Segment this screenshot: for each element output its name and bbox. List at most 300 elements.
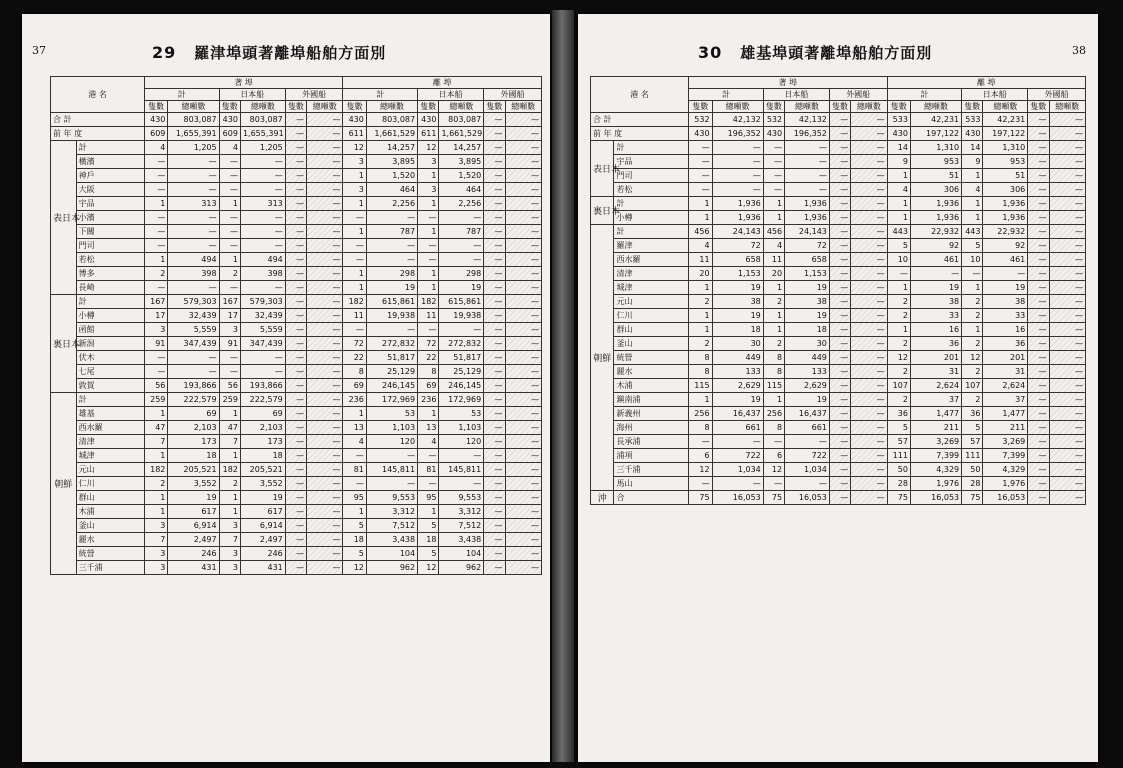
value-cell: —: [307, 113, 343, 127]
value-cell: —: [689, 155, 712, 169]
value-cell: —: [484, 463, 505, 477]
table-row: [51, 127, 542, 141]
value-cell: 6: [689, 449, 712, 463]
depart-header: 離 埠: [887, 77, 1086, 89]
value-cell: 18: [240, 449, 285, 463]
value-cell: —: [505, 365, 541, 379]
arrive-foreign-header: 外國船: [829, 89, 887, 101]
value-cell: 443: [962, 225, 983, 239]
value-cell: 449: [712, 351, 763, 365]
value-cell: —: [851, 365, 887, 379]
value-cell: 18: [168, 449, 219, 463]
port-name: 合: [614, 491, 689, 505]
value-cell: —: [285, 393, 306, 407]
value-cell: —: [505, 337, 541, 351]
value-cell: 17: [219, 309, 240, 323]
value-cell: —: [1028, 393, 1049, 407]
value-cell: 1: [962, 281, 983, 295]
value-cell: 69: [168, 407, 219, 421]
value-cell: —: [1028, 197, 1049, 211]
port-name: 若松: [76, 253, 144, 267]
value-cell: 615,861: [366, 295, 417, 309]
value-cell: —: [285, 141, 306, 155]
value-cell: —: [219, 239, 240, 253]
table-row: [51, 281, 542, 295]
port-name: 群山: [76, 491, 144, 505]
value-cell: 3,552: [168, 477, 219, 491]
port-name: 小濱: [76, 211, 144, 225]
value-cell: 1: [689, 309, 712, 323]
value-cell: 193,866: [240, 379, 285, 393]
value-cell: 38: [910, 295, 961, 309]
row-label: 合 計: [51, 113, 145, 127]
value-cell: —: [829, 309, 850, 323]
region-label: 朝鮮: [591, 225, 614, 491]
value-cell: —: [785, 183, 830, 197]
value-cell: 6,914: [168, 519, 219, 533]
count-header: 隻數: [484, 101, 505, 113]
value-cell: 33: [910, 309, 961, 323]
value-cell: 51,817: [366, 351, 417, 365]
tonnage-header: 總噸數: [785, 101, 830, 113]
port-name: 群山: [614, 323, 689, 337]
value-cell: 1: [343, 281, 366, 295]
value-cell: —: [910, 267, 961, 281]
value-cell: 24,143: [785, 225, 830, 239]
value-cell: 11: [763, 253, 784, 267]
value-cell: —: [307, 239, 343, 253]
value-cell: 1: [689, 323, 712, 337]
value-cell: 1: [763, 323, 784, 337]
depart-foreign-header: 外國船: [484, 89, 542, 101]
value-cell: —: [689, 435, 712, 449]
value-cell: 8: [689, 421, 712, 435]
value-cell: —: [829, 281, 850, 295]
table-row: [51, 491, 542, 505]
value-cell: 2: [763, 295, 784, 309]
table-row: [51, 561, 542, 575]
table-row: [591, 295, 1086, 309]
table-row: [51, 337, 542, 351]
value-cell: 4: [418, 435, 439, 449]
value-cell: 1: [887, 323, 910, 337]
value-cell: —: [712, 477, 763, 491]
value-cell: —: [484, 225, 505, 239]
port-name: 新潟: [76, 337, 144, 351]
value-cell: 5,559: [168, 323, 219, 337]
value-cell: —: [851, 267, 887, 281]
value-cell: 1: [689, 281, 712, 295]
value-cell: 8: [343, 365, 366, 379]
value-cell: —: [168, 155, 219, 169]
value-cell: —: [285, 407, 306, 421]
value-cell: 12: [418, 141, 439, 155]
value-cell: 658: [712, 253, 763, 267]
value-cell: —: [505, 141, 541, 155]
value-cell: —: [307, 267, 343, 281]
value-cell: 7: [144, 533, 167, 547]
tonnage-header: 總噸數: [240, 101, 285, 113]
value-cell: —: [1028, 407, 1049, 421]
value-cell: 464: [366, 183, 417, 197]
value-cell: 7: [219, 435, 240, 449]
value-cell: —: [307, 379, 343, 393]
value-cell: —: [484, 183, 505, 197]
port-name: 長承浦: [614, 435, 689, 449]
value-cell: 72: [785, 239, 830, 253]
table-row: [591, 197, 1086, 211]
value-cell: —: [418, 239, 439, 253]
value-cell: 19: [439, 281, 484, 295]
value-cell: —: [851, 239, 887, 253]
value-cell: 201: [983, 351, 1028, 365]
port-name: 元山: [76, 463, 144, 477]
value-cell: 31: [910, 365, 961, 379]
value-cell: 1: [418, 169, 439, 183]
value-cell: —: [829, 421, 850, 435]
value-cell: 617: [168, 505, 219, 519]
value-cell: 75: [689, 491, 712, 505]
value-cell: —: [484, 477, 505, 491]
port-name-header: 港 名: [591, 77, 689, 113]
table-row: [591, 267, 1086, 281]
value-cell: —: [307, 519, 343, 533]
port-name: 西水羅: [76, 421, 144, 435]
value-cell: 50: [962, 463, 983, 477]
value-cell: 6: [763, 449, 784, 463]
value-cell: 3,895: [366, 155, 417, 169]
value-cell: 11: [689, 253, 712, 267]
value-cell: 1: [763, 393, 784, 407]
value-cell: 19,938: [439, 309, 484, 323]
value-cell: 1,034: [785, 463, 830, 477]
value-cell: —: [829, 253, 850, 267]
value-cell: —: [1049, 113, 1085, 127]
value-cell: —: [829, 379, 850, 393]
value-cell: —: [829, 239, 850, 253]
left-table-body: [51, 113, 542, 575]
value-cell: 461: [983, 253, 1028, 267]
value-cell: 20: [763, 267, 784, 281]
value-cell: —: [343, 239, 366, 253]
value-cell: —: [285, 127, 306, 141]
value-cell: —: [829, 337, 850, 351]
value-cell: 272,832: [366, 337, 417, 351]
value-cell: 51: [910, 169, 961, 183]
value-cell: 347,439: [168, 337, 219, 351]
value-cell: 4: [219, 141, 240, 155]
table-row: [51, 323, 542, 337]
value-cell: 69: [343, 379, 366, 393]
value-cell: 1: [144, 491, 167, 505]
value-cell: —: [307, 533, 343, 547]
value-cell: 173: [240, 435, 285, 449]
value-cell: 36: [962, 407, 983, 421]
table-row: [51, 449, 542, 463]
value-cell: —: [219, 211, 240, 225]
value-cell: 1: [219, 505, 240, 519]
value-cell: 259: [144, 393, 167, 407]
value-cell: —: [168, 225, 219, 239]
value-cell: —: [307, 365, 343, 379]
value-cell: 20: [689, 267, 712, 281]
value-cell: 205,521: [240, 463, 285, 477]
value-cell: 3: [418, 155, 439, 169]
value-cell: —: [1028, 477, 1049, 491]
value-cell: 14: [962, 141, 983, 155]
value-cell: —: [418, 211, 439, 225]
value-cell: —: [1028, 463, 1049, 477]
value-cell: —: [1049, 267, 1085, 281]
value-cell: 30: [785, 337, 830, 351]
value-cell: 2: [144, 267, 167, 281]
port-name: 麗水: [614, 365, 689, 379]
table-row: [591, 281, 1086, 295]
value-cell: —: [484, 393, 505, 407]
port-name: 計: [614, 197, 689, 211]
value-cell: 75: [962, 491, 983, 505]
value-cell: —: [505, 113, 541, 127]
value-cell: 167: [144, 295, 167, 309]
left-table-number: 29: [152, 43, 177, 62]
value-cell: —: [851, 197, 887, 211]
value-cell: —: [829, 127, 850, 141]
port-name: 麗水: [76, 533, 144, 547]
port-name: 博多: [76, 267, 144, 281]
value-cell: 3: [343, 155, 366, 169]
value-cell: —: [505, 351, 541, 365]
value-cell: 9: [887, 155, 910, 169]
port-name: 新義州: [614, 407, 689, 421]
value-cell: —: [484, 519, 505, 533]
value-cell: 12: [763, 463, 784, 477]
value-cell: —: [1049, 197, 1085, 211]
value-cell: 22,932: [910, 225, 961, 239]
value-cell: 36: [887, 407, 910, 421]
value-cell: —: [168, 365, 219, 379]
value-cell: 182: [418, 295, 439, 309]
value-cell: 609: [144, 127, 167, 141]
value-cell: —: [1028, 225, 1049, 239]
value-cell: —: [505, 519, 541, 533]
value-cell: —: [505, 393, 541, 407]
value-cell: —: [240, 155, 285, 169]
value-cell: —: [851, 337, 887, 351]
value-cell: —: [240, 211, 285, 225]
depart-japan-header: 日本船: [418, 89, 484, 101]
value-cell: 38: [983, 295, 1028, 309]
table-row: [51, 183, 542, 197]
value-cell: 456: [763, 225, 784, 239]
value-cell: 2: [962, 295, 983, 309]
table-row: [591, 365, 1086, 379]
value-cell: 53: [439, 407, 484, 421]
value-cell: 19: [168, 491, 219, 505]
port-name: 七尾: [76, 365, 144, 379]
value-cell: 5: [343, 519, 366, 533]
value-cell: —: [439, 449, 484, 463]
value-cell: —: [1049, 379, 1085, 393]
value-cell: —: [505, 435, 541, 449]
value-cell: —: [1049, 435, 1085, 449]
value-cell: 16,053: [785, 491, 830, 505]
value-cell: —: [484, 141, 505, 155]
value-cell: 19: [910, 281, 961, 295]
value-cell: —: [285, 463, 306, 477]
value-cell: —: [829, 141, 850, 155]
value-cell: 4: [689, 239, 712, 253]
value-cell: —: [484, 351, 505, 365]
value-cell: —: [418, 449, 439, 463]
value-cell: 1: [219, 407, 240, 421]
value-cell: —: [285, 183, 306, 197]
table-row: [591, 463, 1086, 477]
right-table-number: 30: [698, 43, 723, 62]
value-cell: 182: [219, 463, 240, 477]
value-cell: 1,205: [240, 141, 285, 155]
value-cell: 1: [763, 281, 784, 295]
value-cell: 133: [712, 365, 763, 379]
value-cell: —: [285, 113, 306, 127]
value-cell: 211: [983, 421, 1028, 435]
left-page: [22, 14, 550, 762]
value-cell: 172,969: [366, 393, 417, 407]
value-cell: 2: [962, 365, 983, 379]
value-cell: 1,936: [785, 197, 830, 211]
value-cell: —: [505, 463, 541, 477]
value-cell: 2,624: [910, 379, 961, 393]
value-cell: 8: [763, 351, 784, 365]
value-cell: —: [307, 141, 343, 155]
value-cell: 1,661,529: [439, 127, 484, 141]
value-cell: 1: [343, 505, 366, 519]
value-cell: —: [1049, 365, 1085, 379]
arrive-japan-header: 日本船: [763, 89, 829, 101]
value-cell: —: [285, 323, 306, 337]
value-cell: 398: [168, 267, 219, 281]
value-cell: 2,256: [439, 197, 484, 211]
value-cell: —: [851, 253, 887, 267]
value-cell: 57: [887, 435, 910, 449]
value-cell: —: [307, 561, 343, 575]
value-cell: 579,303: [240, 295, 285, 309]
value-cell: 36: [983, 337, 1028, 351]
value-cell: 7,512: [439, 519, 484, 533]
value-cell: —: [851, 393, 887, 407]
value-cell: 14,257: [439, 141, 484, 155]
table-row: [591, 407, 1086, 421]
value-cell: 16: [910, 323, 961, 337]
value-cell: 12: [962, 351, 983, 365]
table-row: [51, 393, 542, 407]
value-cell: 617: [240, 505, 285, 519]
tonnage-header: 總噸數: [851, 101, 887, 113]
value-cell: —: [962, 267, 983, 281]
table-row: [591, 225, 1086, 239]
value-cell: 197,122: [983, 127, 1028, 141]
value-cell: —: [144, 351, 167, 365]
value-cell: —: [851, 407, 887, 421]
value-cell: —: [240, 225, 285, 239]
value-cell: 3,312: [366, 505, 417, 519]
value-cell: —: [1028, 183, 1049, 197]
value-cell: —: [285, 533, 306, 547]
value-cell: 8: [689, 351, 712, 365]
value-cell: 1: [763, 197, 784, 211]
value-cell: —: [285, 155, 306, 169]
value-cell: 4: [763, 239, 784, 253]
value-cell: 431: [168, 561, 219, 575]
table-row: [51, 225, 542, 239]
value-cell: —: [484, 323, 505, 337]
value-cell: 25,129: [439, 365, 484, 379]
value-cell: 56: [144, 379, 167, 393]
value-cell: 1,936: [712, 197, 763, 211]
port-name: 釜山: [76, 519, 144, 533]
value-cell: —: [505, 379, 541, 393]
value-cell: 111: [962, 449, 983, 463]
value-cell: 12: [887, 351, 910, 365]
port-name: 計: [614, 141, 689, 155]
value-cell: —: [285, 421, 306, 435]
value-cell: 42,231: [983, 113, 1028, 127]
count-header: 隻數: [962, 101, 983, 113]
value-cell: 1,936: [910, 211, 961, 225]
value-cell: —: [168, 351, 219, 365]
value-cell: 3,552: [240, 477, 285, 491]
left-ship-table: [50, 76, 542, 575]
value-cell: —: [484, 211, 505, 225]
value-cell: —: [829, 365, 850, 379]
value-cell: 1: [144, 407, 167, 421]
value-cell: —: [689, 183, 712, 197]
value-cell: 72: [712, 239, 763, 253]
value-cell: —: [505, 281, 541, 295]
value-cell: 47: [219, 421, 240, 435]
value-cell: —: [285, 519, 306, 533]
value-cell: —: [343, 211, 366, 225]
value-cell: 722: [712, 449, 763, 463]
value-cell: 236: [343, 393, 366, 407]
value-cell: 72: [418, 337, 439, 351]
value-cell: 313: [168, 197, 219, 211]
table-row: [51, 435, 542, 449]
value-cell: 42,132: [712, 113, 763, 127]
tonnage-header: 總噸數: [1049, 101, 1085, 113]
value-cell: —: [285, 449, 306, 463]
value-cell: 1: [219, 449, 240, 463]
value-cell: —: [505, 547, 541, 561]
value-cell: —: [1028, 365, 1049, 379]
value-cell: 7: [219, 533, 240, 547]
right-page-number: 38: [1072, 44, 1086, 57]
tonnage-header: 總噸數: [983, 101, 1028, 113]
value-cell: 611: [418, 127, 439, 141]
table-row: [591, 421, 1086, 435]
value-cell: 18: [785, 323, 830, 337]
value-cell: 5: [887, 421, 910, 435]
value-cell: —: [307, 435, 343, 449]
value-cell: 92: [983, 239, 1028, 253]
port-name: 長崎: [76, 281, 144, 295]
value-cell: 211: [910, 421, 961, 435]
value-cell: —: [484, 337, 505, 351]
value-cell: —: [689, 141, 712, 155]
value-cell: —: [851, 211, 887, 225]
value-cell: —: [307, 393, 343, 407]
tonnage-header: 總噸數: [366, 101, 417, 113]
value-cell: 3: [144, 519, 167, 533]
